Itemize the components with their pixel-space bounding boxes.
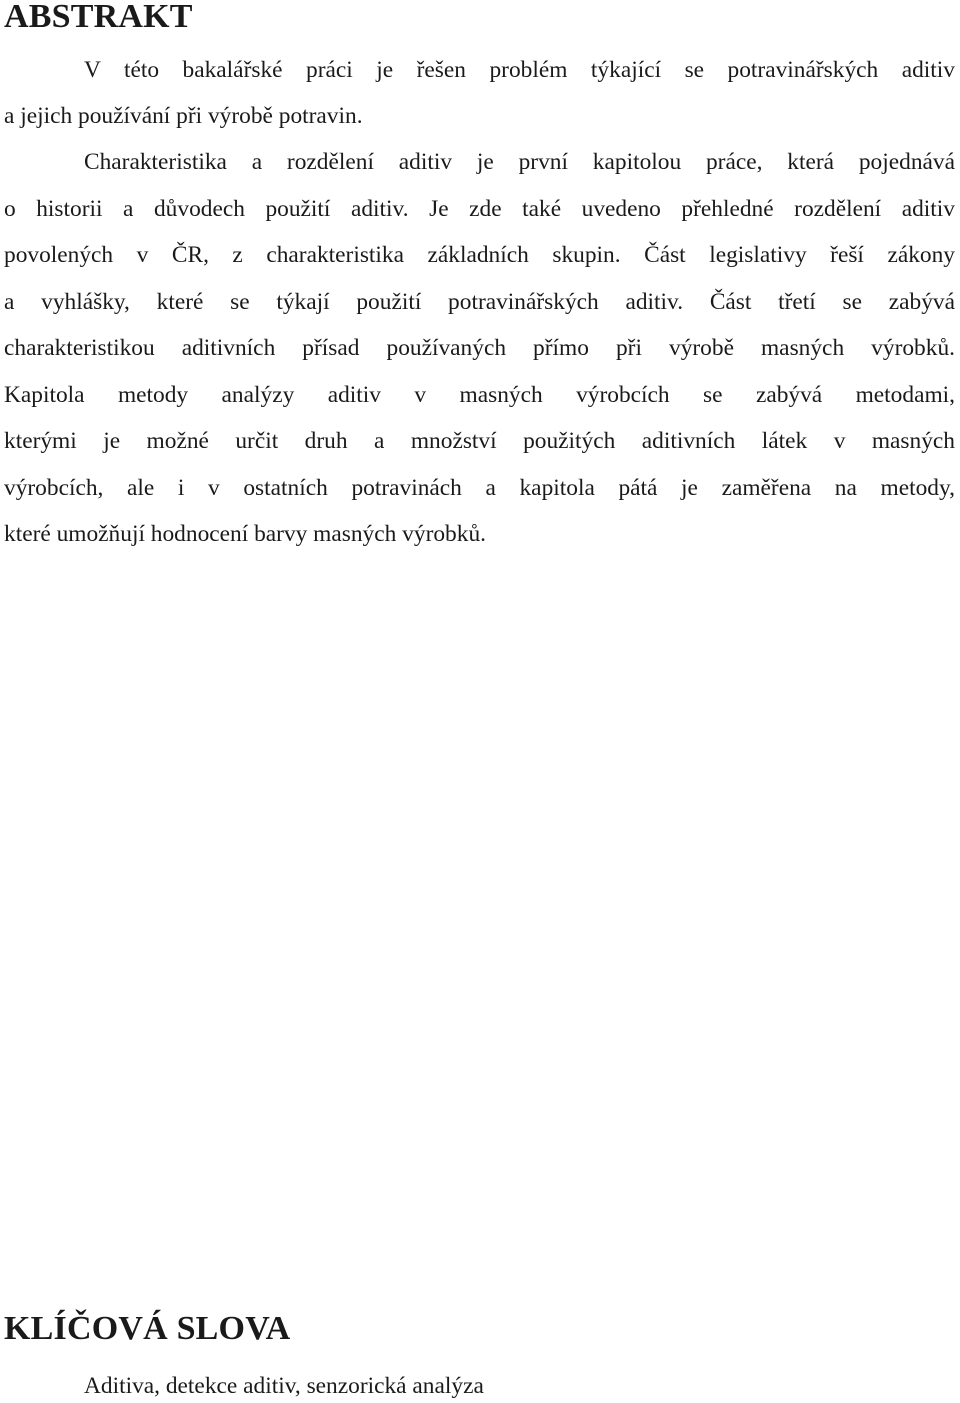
- abstract-line: výrobcích, ale i v ostatních potravinách a kapitola pátá je zaměřena na metody,: [4, 475, 955, 501]
- abstract-heading: ABSTRAKT: [4, 0, 193, 35]
- abstract-line: kterými je možné určit druh a množství použitých aditivních látek v masných: [4, 428, 955, 454]
- abstract-line: a vyhlášky, které se týkají použití potravinářských aditiv. Část třetí se zabývá: [4, 289, 955, 315]
- abstract-line: charakteristikou aditivních přísad používaných přímo při výrobě masných výrobků.: [4, 335, 955, 361]
- abstract-line: a jejich používání při výrobě potravin.: [4, 103, 363, 129]
- abstract-line: povolených v ČR, z charakteristika základních skupin. Část legislativy řeší zákony: [4, 242, 955, 268]
- abstract-line: V této bakalářské práci je řešen problém týkající se potravinářských aditiv: [84, 57, 955, 83]
- abstract-line: Kapitola metody analýzy aditiv v masných výrobcích se zabývá metodami,: [4, 382, 955, 408]
- abstract-line: které umožňují hodnocení barvy masných výrobků.: [4, 521, 486, 547]
- keywords-heading: KLÍČOVÁ SLOVA: [4, 1310, 291, 1347]
- abstract-line: o historii a důvodech použití aditiv. Je zde také uvedeno přehledné rozdělení aditiv: [4, 196, 955, 222]
- abstract-line: Charakteristika a rozdělení aditiv je první kapitolou práce, která pojednává: [84, 149, 955, 175]
- keywords-text: Aditiva, detekce aditiv, senzorická analýza: [84, 1373, 484, 1399]
